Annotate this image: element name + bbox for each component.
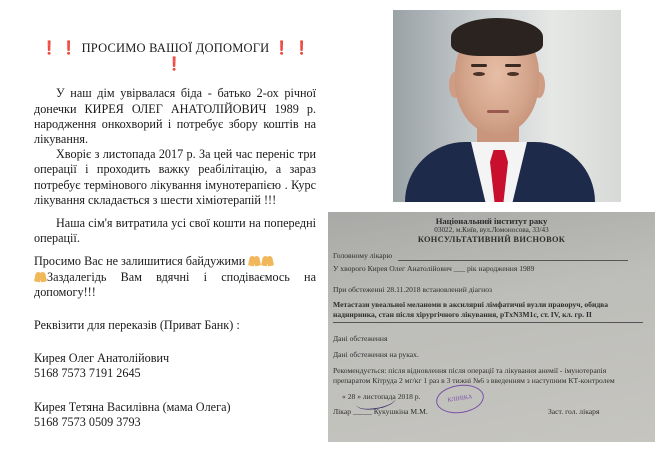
appeal-title-text: ПРОСИМО ВАШОЇ ДОПОМОГИ [81,41,270,55]
appeal-thanks-text: Заздалегідь Вам вдячні і сподіваємось на допомогу!!! [34,269,316,299]
doc-doctor: Лікар _____ Кукушкіна М.М. [333,407,428,416]
person2-card: 5168 7573 0509 3793 [34,414,141,429]
doc-line-4: Дані обстеження [333,334,388,343]
exclamation-marks-right: ❗ ❗ ❗ [166,40,310,72]
patient-photo [393,10,621,202]
appeal-request-text: Просимо Вас не залишитися байдужими [34,254,246,269]
appeal-paragraph-4 [34,254,316,300]
doc-institute: Національний інститут раку [435,216,548,226]
doc-address: 03022, м.Київ, вул.Ломоносова, 33/43 [434,226,549,234]
appeal-text [34,40,316,430]
doc-diagnosis-1: Метастази увеальної меланоми в аксилярні лімфатичні вузли праворуч, обидва [333,300,609,309]
doc-line-3: При обстеженні 28.11.2018 встановлений діагноз [333,285,493,294]
person2-name: Кирея Тетяна Василівна (мама Олега) [34,399,231,414]
person1-card: 5168 7573 7191 2645 [34,366,141,381]
doc-date: « 28 » листопада 2018 р. [342,392,421,401]
praying-hands-icon [248,255,261,266]
doc-line-1: Головному лікарю [333,251,393,260]
praying-hands-icon [34,271,47,282]
person1-name: Кирея Олег Анатолійович [34,351,170,366]
appeal-paragraph-2: Хворіє з листопада 2017 р. За цей час переніс три операції і проходить важку реабілітацію, а зараз потребує термінового лікування імунотерапією . Курс лікування складається з шести хіміотерапій !!! [34,147,316,207]
doc-deputy: Заст. гол. лікаря [548,407,600,416]
requisites-title: Реквізити для переказів (Приват Банк) : [34,318,240,333]
doc-diagnosis-2: наднирника, стан після хірургічного лікування, pTxN3M1c, ст. IV, кл. гр. II [333,310,592,319]
doc-line-2: У хворого Кирея Олег Анатолійович ___ рік народження 1989 [333,264,535,273]
appeal-paragraph-1: У наш дім увірвалася біда - батько 2-ох річної донечки КИРЕЯ ОЛЕГ АНАТОЛІЙОВИЧ 1989 р. народження онкохворий і потребує збору коштів на лікування. [34,86,316,147]
praying-hands-icon [261,255,274,266]
doc-recommendation-1: Рекомендується: після відновлення після операції та лікування анемії - імунотерапія [333,366,607,375]
appeal-title [34,40,316,72]
exclamation-marks-left: ❗ ❗ [41,40,78,55]
doc-heading: КОНСУЛЬТАТИВНИЙ ВИСНОВОК [417,235,566,244]
doc-line-5: Дані обстеження на руках. [333,350,419,359]
doc-stamp: КЛІНІКА [434,382,485,416]
doc-recommendation-2: препаратом Кітруда 2 мг/кг 1 раз в 3 тижні №6 з введенням з наступним КТ-контролем [333,376,615,385]
medical-document-photo [328,212,655,442]
appeal-paragraph-3: Наша сім'я витратила усі свої кошти на попередні операції. [34,216,316,246]
